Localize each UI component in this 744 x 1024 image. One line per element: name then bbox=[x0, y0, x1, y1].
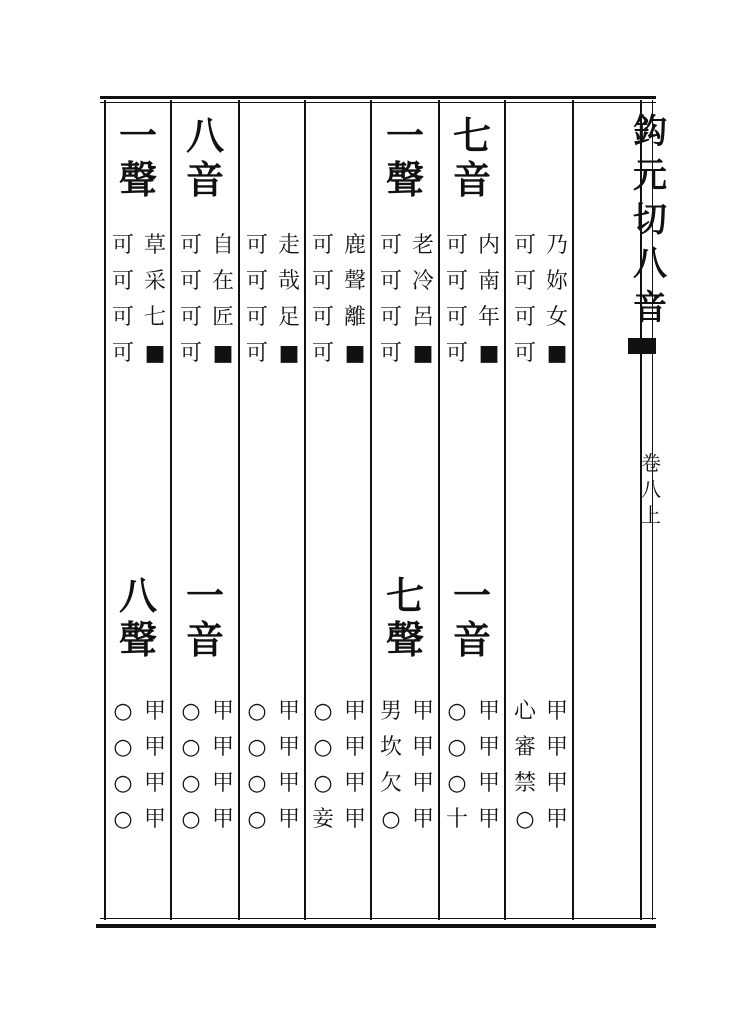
glyph: ○ bbox=[181, 771, 201, 796]
glyph: ○ bbox=[447, 699, 467, 724]
glyph: 可 bbox=[111, 305, 134, 330]
bottom-heading bbox=[440, 574, 504, 662]
bottom-border bbox=[96, 924, 656, 928]
glyph: ○ bbox=[313, 699, 333, 724]
glyph: 匠 bbox=[211, 305, 234, 330]
glyph: 采 bbox=[143, 269, 166, 294]
bottom-entries bbox=[110, 694, 168, 838]
bottom-entries bbox=[244, 694, 302, 838]
volume-char: 卷 bbox=[641, 451, 661, 475]
glyph: 甲 bbox=[343, 699, 366, 724]
entry-column bbox=[276, 228, 302, 372]
glyph: ○ bbox=[181, 807, 201, 832]
glyph: 音 bbox=[452, 617, 491, 662]
table-column bbox=[306, 100, 370, 920]
glyph: 可 bbox=[513, 269, 536, 294]
glyph: 甲 bbox=[211, 699, 234, 724]
glyph: 冷 bbox=[411, 269, 434, 294]
glyph: 草 bbox=[143, 233, 166, 258]
glyph: 離 bbox=[343, 305, 366, 330]
bottom-heading bbox=[172, 574, 238, 662]
glyph: 甲 bbox=[211, 735, 234, 760]
top-entries bbox=[444, 228, 502, 372]
glyph: ○ bbox=[247, 771, 267, 796]
glyph: 可 bbox=[245, 341, 268, 366]
table-column bbox=[440, 100, 504, 920]
table-column bbox=[506, 100, 572, 920]
entry-column bbox=[310, 694, 336, 838]
entry-column bbox=[444, 694, 470, 838]
entry-column bbox=[110, 694, 136, 838]
entry-column bbox=[244, 694, 270, 838]
glyph: 可 bbox=[179, 341, 202, 366]
glyph: 甲 bbox=[143, 699, 166, 724]
glyph: 聲 bbox=[118, 157, 157, 202]
entry-column bbox=[178, 694, 204, 838]
glyph: 甲 bbox=[143, 771, 166, 796]
glyph: 可 bbox=[513, 341, 536, 366]
glyph: 可 bbox=[245, 305, 268, 330]
bottom-entries bbox=[512, 694, 570, 838]
glyph: 可 bbox=[311, 269, 334, 294]
top-entries bbox=[378, 228, 436, 372]
glyph: 審 bbox=[513, 735, 536, 760]
glyph: ○ bbox=[381, 807, 401, 832]
top-heading bbox=[106, 114, 170, 202]
glyph: ○ bbox=[113, 735, 133, 760]
glyph: 男 bbox=[379, 699, 402, 724]
top-heading bbox=[172, 114, 238, 202]
glyph: 女 bbox=[545, 305, 568, 330]
glyph: 可 bbox=[379, 269, 402, 294]
glyph: 乃 bbox=[545, 233, 568, 258]
top-border bbox=[100, 96, 656, 99]
glyph: 甲 bbox=[143, 807, 166, 832]
glyph: 八 bbox=[185, 113, 224, 158]
glyph: 甲 bbox=[277, 771, 300, 796]
title-char: 八 bbox=[633, 244, 667, 284]
top-entries bbox=[244, 228, 302, 372]
glyph: 七 bbox=[143, 305, 166, 330]
glyph: 南 bbox=[477, 269, 500, 294]
table-column bbox=[240, 100, 304, 920]
bottom-heading bbox=[106, 574, 170, 662]
glyph: ■ bbox=[546, 341, 568, 366]
glyph: ○ bbox=[113, 807, 133, 832]
glyph: 甲 bbox=[411, 735, 434, 760]
glyph: 甲 bbox=[477, 735, 500, 760]
glyph: 甲 bbox=[277, 735, 300, 760]
glyph: 音 bbox=[185, 157, 224, 202]
glyph: 老 bbox=[411, 233, 434, 258]
glyph: 甲 bbox=[545, 699, 568, 724]
glyph: 自 bbox=[211, 233, 234, 258]
bottom-entries bbox=[178, 694, 236, 838]
glyph: 妳 bbox=[545, 269, 568, 294]
glyph: 甲 bbox=[343, 807, 366, 832]
glyph: 七 bbox=[452, 113, 491, 158]
entry-column bbox=[476, 228, 502, 372]
glyph: 呂 bbox=[411, 305, 434, 330]
glyph: 可 bbox=[111, 269, 134, 294]
entry-column bbox=[410, 228, 436, 372]
glyph: 甲 bbox=[477, 699, 500, 724]
glyph: ■ bbox=[278, 341, 300, 366]
glyph: 甲 bbox=[277, 699, 300, 724]
glyph: 一 bbox=[452, 573, 491, 618]
glyph: 甲 bbox=[411, 771, 434, 796]
column-divider bbox=[572, 100, 574, 920]
glyph: ○ bbox=[113, 699, 133, 724]
entry-column bbox=[310, 228, 336, 372]
glyph: ■ bbox=[412, 341, 434, 366]
glyph: 甲 bbox=[545, 807, 568, 832]
glyph: ○ bbox=[313, 771, 333, 796]
table-column bbox=[372, 100, 438, 920]
glyph: 甲 bbox=[545, 735, 568, 760]
glyph: 甲 bbox=[343, 771, 366, 796]
volume-char: 八 bbox=[641, 477, 661, 501]
glyph: 聲 bbox=[343, 269, 366, 294]
title-char: 元 bbox=[633, 156, 667, 196]
title-char: 音 bbox=[633, 288, 667, 328]
glyph: 甲 bbox=[211, 807, 234, 832]
top-heading bbox=[440, 114, 504, 202]
glyph: 可 bbox=[311, 233, 334, 258]
top-entries bbox=[178, 228, 236, 372]
glyph: 内 bbox=[477, 233, 500, 258]
glyph: 甲 bbox=[343, 735, 366, 760]
glyph: 可 bbox=[179, 233, 202, 258]
glyph: 可 bbox=[245, 269, 268, 294]
top-heading bbox=[372, 114, 438, 202]
glyph: 音 bbox=[452, 157, 491, 202]
glyph: 可 bbox=[179, 305, 202, 330]
glyph: 可 bbox=[379, 305, 402, 330]
glyph: ○ bbox=[313, 735, 333, 760]
entry-column bbox=[410, 694, 436, 838]
entry-column bbox=[342, 694, 368, 838]
glyph: 一 bbox=[185, 573, 224, 618]
entry-column bbox=[142, 228, 168, 372]
entry-column bbox=[178, 228, 204, 372]
glyph: 甲 bbox=[143, 735, 166, 760]
top-entries bbox=[512, 228, 570, 372]
glyph: ○ bbox=[515, 807, 535, 832]
glyph: ○ bbox=[181, 699, 201, 724]
glyph: ○ bbox=[181, 735, 201, 760]
glyph: 可 bbox=[445, 305, 468, 330]
entry-column bbox=[512, 694, 538, 838]
glyph: 可 bbox=[513, 233, 536, 258]
glyph: ■ bbox=[478, 341, 500, 366]
book-title bbox=[630, 110, 670, 330]
entry-column bbox=[378, 228, 404, 372]
bottom-entries bbox=[444, 694, 502, 838]
glyph: 可 bbox=[311, 305, 334, 330]
glyph: 可 bbox=[445, 233, 468, 258]
entry-column bbox=[512, 228, 538, 372]
glyph: 心 bbox=[513, 699, 536, 724]
glyph: ■ bbox=[212, 341, 234, 366]
glyph: 欠 bbox=[379, 771, 402, 796]
glyph: ■ bbox=[344, 341, 366, 366]
glyph: 可 bbox=[445, 269, 468, 294]
entry-column bbox=[444, 228, 470, 372]
glyph: ○ bbox=[247, 699, 267, 724]
glyph: 十 bbox=[445, 807, 468, 832]
bottom-entries bbox=[310, 694, 368, 838]
glyph: ○ bbox=[247, 807, 267, 832]
entry-column bbox=[210, 228, 236, 372]
title-char: 鈎 bbox=[633, 112, 667, 152]
glyph: 可 bbox=[111, 233, 134, 258]
table-column bbox=[106, 100, 170, 920]
glyph: 七 bbox=[385, 573, 424, 618]
glyph: 甲 bbox=[545, 771, 568, 796]
title-char: 切 bbox=[633, 200, 667, 240]
bottom-entries bbox=[378, 694, 436, 838]
glyph: 聲 bbox=[385, 617, 424, 662]
glyph: 甲 bbox=[411, 699, 434, 724]
entry-column bbox=[276, 694, 302, 838]
glyph: ○ bbox=[447, 771, 467, 796]
glyph: 可 bbox=[379, 233, 402, 258]
glyph: 聲 bbox=[385, 157, 424, 202]
glyph: 可 bbox=[111, 341, 134, 366]
glyph: 可 bbox=[245, 233, 268, 258]
glyph: 哉 bbox=[277, 269, 300, 294]
entry-column bbox=[378, 694, 404, 838]
glyph: 禁 bbox=[513, 771, 536, 796]
glyph: 坎 bbox=[379, 735, 402, 760]
top-entries bbox=[310, 228, 368, 372]
volume-label bbox=[636, 450, 666, 528]
entry-column bbox=[342, 228, 368, 372]
glyph: 年 bbox=[477, 305, 500, 330]
glyph: 鹿 bbox=[343, 233, 366, 258]
glyph: 一 bbox=[385, 113, 424, 158]
glyph: 可 bbox=[513, 305, 536, 330]
bottom-heading bbox=[372, 574, 438, 662]
glyph: 在 bbox=[211, 269, 234, 294]
glyph: ○ bbox=[247, 735, 267, 760]
glyph: 甲 bbox=[277, 807, 300, 832]
glyph: ○ bbox=[113, 771, 133, 796]
entry-column bbox=[544, 228, 570, 372]
glyph: 甲 bbox=[477, 807, 500, 832]
glyph: 甲 bbox=[411, 807, 434, 832]
glyph: 甲 bbox=[211, 771, 234, 796]
glyph: 一 bbox=[118, 113, 157, 158]
glyph: 聲 bbox=[118, 617, 157, 662]
entry-column bbox=[244, 228, 270, 372]
glyph: ■ bbox=[144, 341, 166, 366]
glyph: 八 bbox=[118, 573, 157, 618]
fishtail-mark bbox=[628, 338, 656, 354]
glyph: 可 bbox=[311, 341, 334, 366]
volume-char: 上 bbox=[641, 503, 661, 527]
entry-column bbox=[110, 228, 136, 372]
glyph: 可 bbox=[179, 269, 202, 294]
glyph: 可 bbox=[379, 341, 402, 366]
glyph: 甲 bbox=[477, 771, 500, 796]
entry-column bbox=[210, 694, 236, 838]
entry-column bbox=[142, 694, 168, 838]
glyph: 足 bbox=[277, 305, 300, 330]
top-entries bbox=[110, 228, 168, 372]
table-column bbox=[172, 100, 238, 920]
entry-column bbox=[544, 694, 570, 838]
glyph: 妾 bbox=[311, 807, 334, 832]
glyph: 走 bbox=[277, 233, 300, 258]
glyph: ○ bbox=[447, 735, 467, 760]
glyph: 可 bbox=[445, 341, 468, 366]
glyph: 音 bbox=[185, 617, 224, 662]
entry-column bbox=[476, 694, 502, 838]
